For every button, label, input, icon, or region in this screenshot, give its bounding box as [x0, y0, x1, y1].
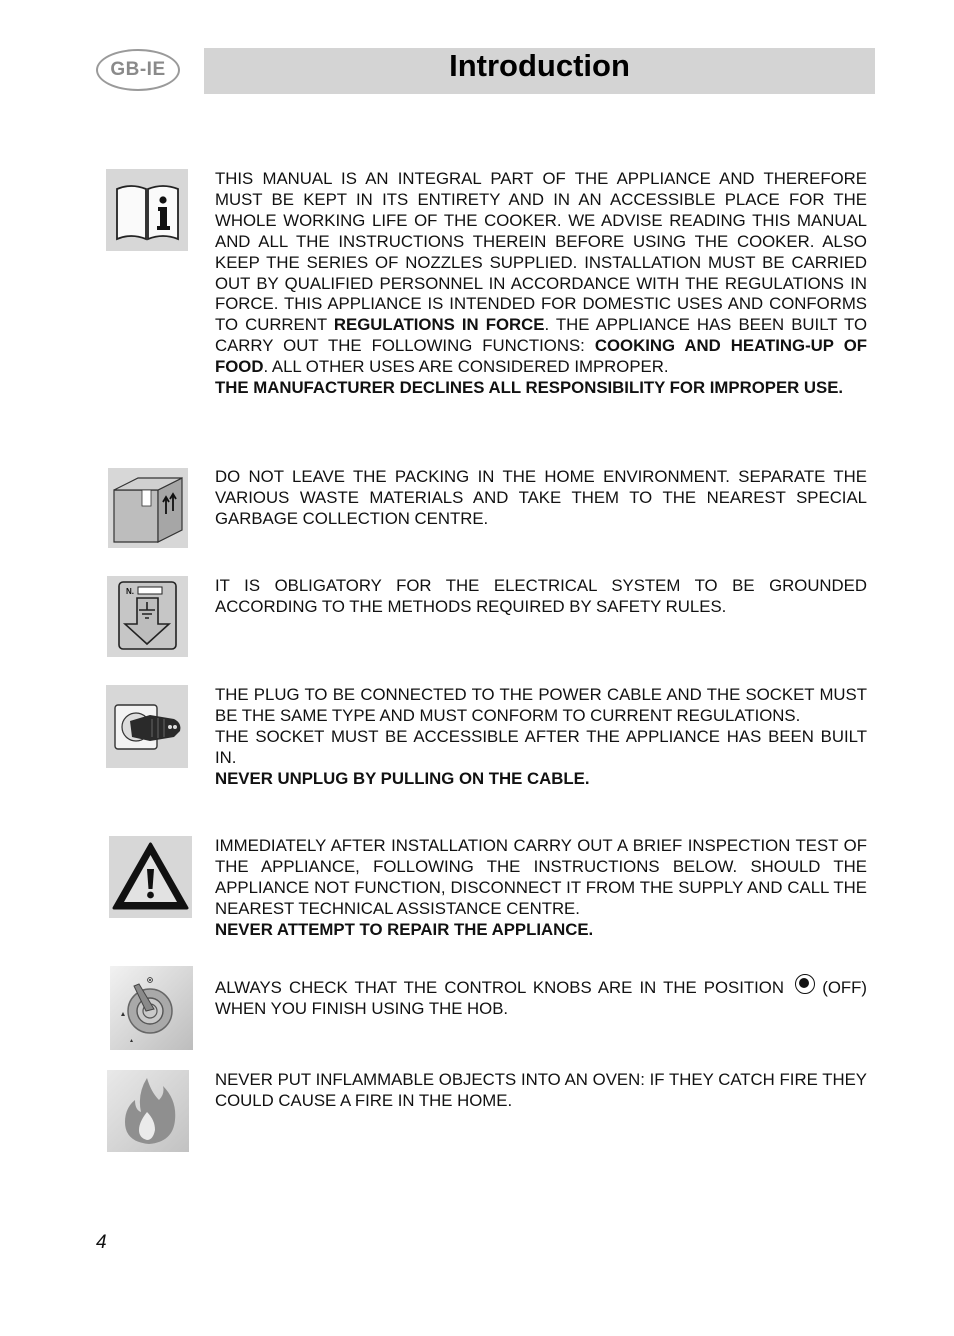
section-manual-text: THIS MANUAL IS AN INTEGRAL PART OF THE APPLIANCE AND THEREFORE MUST BE KEPT IN ITS ENTIRETY AND IN AN ACCESSIBLE PLACE FOR THE WHOLE WORKING LIFE OF THE COOKER. WE ADVISE READING THIS MANUAL AND ALL THE INSTRUCTIONS THEREIN BEFORE USING THE COOKER. ALSO KEEP THE SERIES OF NOZZLES SUPPLIED. INSTALLATION MUST BE CARRIED OUT BY QUALIFIED PERSONNEL IN ACCORDANCE WITH THE REGULATIONS IN FORCE. THIS APPLIANCE IS INTENDED FOR DOMESTIC USES AND CONFORMS TO CURRENT REGULATIONS IN FORCE. THE APPLIANCE HAS BEEN BUILT TO CARRY OUT THE FOLLOWING FUNCTIONS: COOKING AND HEATING-UP OF FOOD. ALL OTHER USES ARE CONSIDERED IMPROPER. THE MANUFACTURER DECLINES ALL RESPONSIBILITY FOR IMPROPER USE. — [215, 169, 868, 398]
page-number: 4 — [96, 1232, 107, 1253]
unplug-warning: NEVER UNPLUG BY PULLING ON THE CABLE. — [215, 768, 590, 788]
ground-icon-label: N. — [126, 587, 134, 596]
control-knob-icon — [110, 966, 193, 1050]
repair-warning: NEVER ATTEMPT TO REPAIR THE APPLIANCE. — [215, 919, 594, 939]
section-knob-text: ALWAYS CHECK THAT THE CONTROL KNOBS ARE IN THE POSITION (OFF) WHEN YOU FINISH USING THE HOB. — [215, 974, 867, 1020]
manual-info-icon — [106, 169, 188, 251]
title-bar — [204, 48, 875, 94]
responsibility-warning: THE MANUFACTURER DECLINES ALL RESPONSIBILITY FOR IMPROPER USE. — [215, 378, 844, 398]
section-packing-text: DO NOT LEAVE THE PACKING IN THE HOME ENVIRONMENT. SEPARATE THE VARIOUS WASTE MATERIALS AND TAKE THEM TO THE NEAREST SPECIAL GARBAGE COLLECTION CENTRE. — [215, 467, 867, 528]
ground-symbol-icon — [107, 576, 188, 657]
page-title: Introduction — [449, 47, 630, 83]
region-badge: GB-IE — [96, 49, 180, 91]
flame-icon — [107, 1070, 189, 1152]
off-position-icon — [795, 974, 815, 994]
section-inspection-text: IMMEDIATELY AFTER INSTALLATION CARRY OUT A BRIEF INSPECTION TEST OF THE APPLIANCE, FOLLOWING THE INSTRUCTIONS BELOW. SHOULD THE APPLIANCE NOT FUNCTION, DISCONNECT IT FROM THE SUPPLY AND CALL THE NEAREST TECHNICAL ASSISTANCE CENTRE. NEVER ATTEMPT TO REPAIR THE APPLIANCE. — [215, 836, 867, 939]
section-ground-text: IT IS OBLIGATORY FOR THE ELECTRICAL SYSTEM TO BE GROUNDED ACCORDING TO THE METHODS REQUIRED BY SAFETY RULES. — [215, 576, 867, 616]
warning-triangle-icon — [109, 836, 192, 918]
plug-socket-icon — [106, 685, 188, 768]
section-plug-text: THE PLUG TO BE CONNECTED TO THE POWER CABLE AND THE SOCKET MUST BE THE SAME TYPE AND MUST CONFORM TO CURRENT REGULATIONS. THE SOCKET MUST BE ACCESSIBLE AFTER THE APPLIANCE HAS BEEN BUILT IN. NEVER UNPLUG BY PULLING ON THE CABLE. — [215, 685, 867, 788]
packing-box-icon — [108, 468, 188, 548]
section-fire-text: NEVER PUT INFLAMMABLE OBJECTS INTO AN OVEN: IF THEY CATCH FIRE THEY COULD CAUSE A FIRE IN THE HOME. — [215, 1070, 867, 1110]
